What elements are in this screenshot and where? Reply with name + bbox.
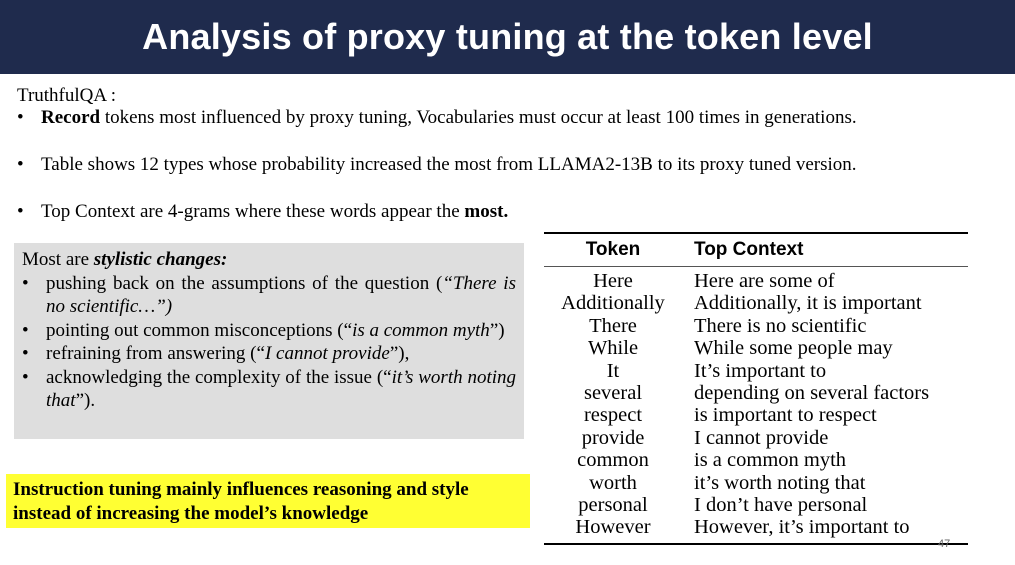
bullet-dot-icon: • <box>17 107 24 128</box>
misconceptions-text: pointing out common misconceptions (“ <box>46 319 353 341</box>
stylistic-item-complexity <box>22 366 516 413</box>
token-cell: Here <box>593 270 633 292</box>
table-row <box>544 404 968 426</box>
token-context-table <box>544 232 968 545</box>
context-cell: I cannot provide <box>694 426 829 449</box>
refraining-end: ”), <box>389 343 410 364</box>
token-cell: While <box>587 337 639 360</box>
bullet-dot-icon: • <box>22 343 29 364</box>
table-row <box>544 427 968 449</box>
dataset-label: TruthfulQA : <box>17 85 117 106</box>
token-cell: provide <box>581 426 645 449</box>
context-cell: is important to respect <box>694 404 877 427</box>
stylistic-item-misconceptions <box>22 319 516 343</box>
refraining-text: refraining from answering (“ <box>46 343 265 364</box>
table-row <box>544 472 968 494</box>
header-token: Token <box>544 233 682 267</box>
most-keyword: most. <box>464 201 509 222</box>
stylistic-heading <box>22 248 516 272</box>
stylistic-heading-plain: Most are <box>22 249 94 270</box>
context-cell: depending on several factors <box>694 382 930 405</box>
context-cell: is a common myth <box>694 449 847 472</box>
slide-title: Analysis of proxy tuning at the token level <box>142 16 873 57</box>
bullet-dot-icon: • <box>22 366 29 388</box>
complexity-text: acknowledging the complexity of the issue (“ <box>46 366 392 388</box>
context-cell: Here are some of <box>694 270 835 292</box>
context-cell: Additionally, it is important <box>694 292 922 315</box>
stylistic-heading-emphasis: stylistic changes: <box>93 249 228 270</box>
token-cell: It <box>606 359 620 382</box>
intro-bullet-list <box>17 106 1007 247</box>
table-row <box>544 337 968 359</box>
bullet-dot-icon: • <box>22 272 29 294</box>
page-number: 47 <box>938 538 951 550</box>
intro-bullet-record <box>17 106 1007 130</box>
context-cell: it’s worth noting that <box>694 471 866 494</box>
takeaway-highlight: Instruction tuning mainly influences reasoning and style instead of increasing the model’s knowledge <box>6 474 530 528</box>
token-cell: There <box>589 314 637 337</box>
header-top-context: Top Context <box>682 233 968 267</box>
intro-bullet-context <box>17 200 1007 224</box>
record-text: tokens most influenced by proxy tuning, Vocabularies must occur at least 100 times in generations. <box>100 107 857 128</box>
bullet-dot-icon: • <box>17 201 24 222</box>
stylistic-changes-box <box>14 243 524 439</box>
pushback-quote: “There is no scientific…”) <box>46 272 516 317</box>
token-cell: respect <box>583 404 643 427</box>
stylistic-item-pushback <box>22 272 516 319</box>
table-row <box>544 494 968 516</box>
title-bar <box>0 0 1015 74</box>
token-cell: However <box>544 516 682 543</box>
stylistic-item-refraining <box>22 342 516 366</box>
misconceptions-quote: is a common myth <box>352 319 490 341</box>
refraining-quote: I cannot provide <box>264 343 390 364</box>
table-row <box>544 292 968 314</box>
table-row <box>544 315 968 337</box>
bullet-dot-icon: • <box>22 319 29 341</box>
complexity-end: ”). <box>75 390 96 411</box>
context-cell: I don’t have personal <box>694 494 868 517</box>
context-text: Top Context are 4-grams where these words appear the <box>41 201 465 222</box>
table-row <box>544 360 968 382</box>
table-row <box>544 516 968 543</box>
intro-bullet-table <box>17 153 1007 177</box>
table-header-row <box>544 233 968 267</box>
context-cell: While some people may <box>694 337 893 360</box>
table-description-text: Table shows 12 types whose probability increased the most from LLAMA2-13B to its proxy tuned version. <box>41 154 857 175</box>
context-cell: However, it’s important to <box>682 516 968 543</box>
misconceptions-end: ”) <box>489 319 505 341</box>
table-row <box>544 449 968 471</box>
record-keyword: Record <box>41 107 101 128</box>
stylistic-list <box>22 272 516 413</box>
token-cell: Additionally <box>561 292 665 315</box>
context-cell: It’s important to <box>694 359 827 382</box>
bullet-dot-icon: • <box>17 154 24 175</box>
token-cell: personal <box>578 494 648 517</box>
context-cell: There is no scientific <box>694 314 867 337</box>
token-cell: several <box>583 382 643 405</box>
token-cell: common <box>577 449 649 472</box>
complexity-quote: it’s worth noting that <box>46 366 516 411</box>
table-row <box>544 267 968 293</box>
table-row <box>544 382 968 404</box>
token-cell: worth <box>589 471 637 494</box>
pushback-text: pushing back on the assumptions of the question ( <box>46 272 443 294</box>
